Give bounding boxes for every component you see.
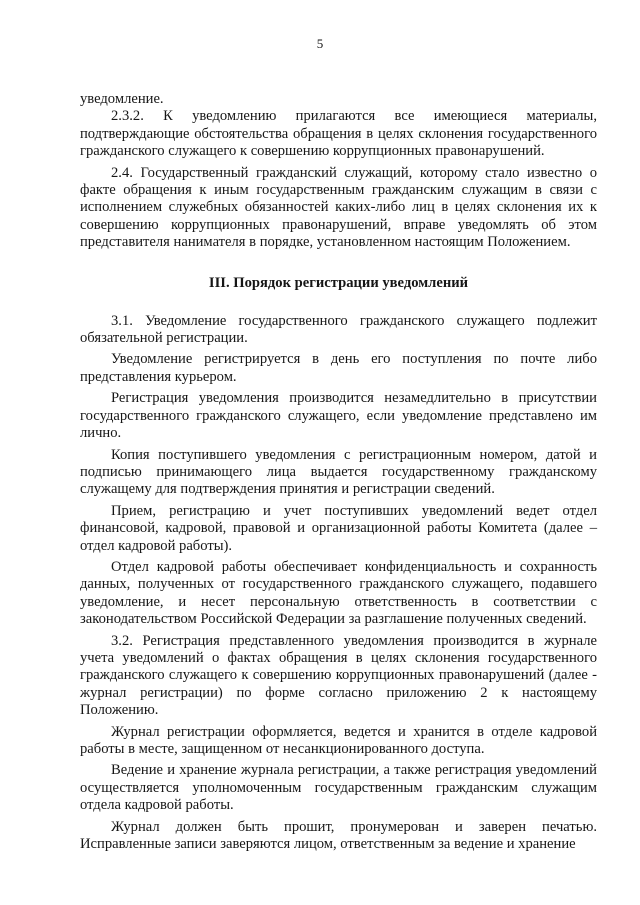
- page-number: 5: [316, 36, 324, 51]
- paragraph-journal-maintenance: Ведение и хранение журнала регистрации, а также регистрация уведомлений осуществляется уполномоченным государственным гражданским служащим отдела кадровой работы.: [80, 762, 597, 814]
- paragraph-copy-issued: Копия поступившего уведомления с регистрационным номером, датой и подписью принимающего лица выдается государственному гражданскому служащему для подтверждения принятия и регистрации сведений.: [80, 446, 597, 498]
- paragraph-journal-storage: Журнал регистрации оформляется, ведется и хранится в отделе кадровой работы в месте, защищенном от несанкционированного доступа.: [80, 723, 597, 757]
- paragraph-2-3-2: 2.3.2. К уведомлению прилагаются все имеющиеся материалы, подтверждающие обстоятельства обращения в целях склонения государственного гражданского служащего к совершению коррупционных правонарушений.: [80, 108, 597, 160]
- paragraph-registration-day: Уведомление регистрируется в день его поступления по почте либо представления курьером.: [80, 351, 597, 385]
- paragraph-confidentiality: Отдел кадровой работы обеспечивает конфиденциальность и сохранность данных, полученных от государственного гражданского служащего, подавшего уведомление, и несет персональную ответственность в соответствии с законодательством Российской Федерации за разглашение полученных сведений.: [80, 558, 597, 628]
- paragraph-3-2: 3.2. Регистрация представленного уведомления производится в журнале учета уведомлений о фактах обращения в целях склонения государственного гражданского служащего к совершению коррупционных правонарушений (далее - журнал регистрации) по форме согласно приложению 2 к настоящему Положению.: [80, 632, 597, 719]
- paragraph-registration-presence: Регистрация уведомления производится незамедлительно в присутствии государственного гражданского служащего, если уведомление представлено им лично.: [80, 390, 597, 442]
- paragraph-continuation: уведомление.: [80, 91, 164, 107]
- paragraph-3-1: 3.1. Уведомление государственного гражданского служащего подлежит обязательной регистрации.: [80, 312, 597, 347]
- paragraph-journal-sealed: Журнал должен быть прошит, пронумерован и заверен печатью. Исправленные записи заверяются лицом, ответственным за ведение и хранение: [80, 818, 597, 853]
- section-heading: III. Порядок регистрации уведомлений: [208, 274, 469, 291]
- document-body: [80, 91, 597, 853]
- paragraph-2-4: 2.4. Государственный гражданский служащий, которому стало известно о факте обращения к иным государственным гражданским служащим в связи с исполнением служебных обязанностей каких-либо лиц в целях склонения их к совершению коррупционных правонарушений, вправе уведомлять об этом представителя нанимателя в порядке, установленном настоящим Положением.: [80, 164, 597, 251]
- paragraph-reception-department: Прием, регистрацию и учет поступивших уведомлений ведет отдел финансовой, кадровой, правовой и организационной работы Комитета (далее – отдел кадровой работы).: [80, 502, 597, 554]
